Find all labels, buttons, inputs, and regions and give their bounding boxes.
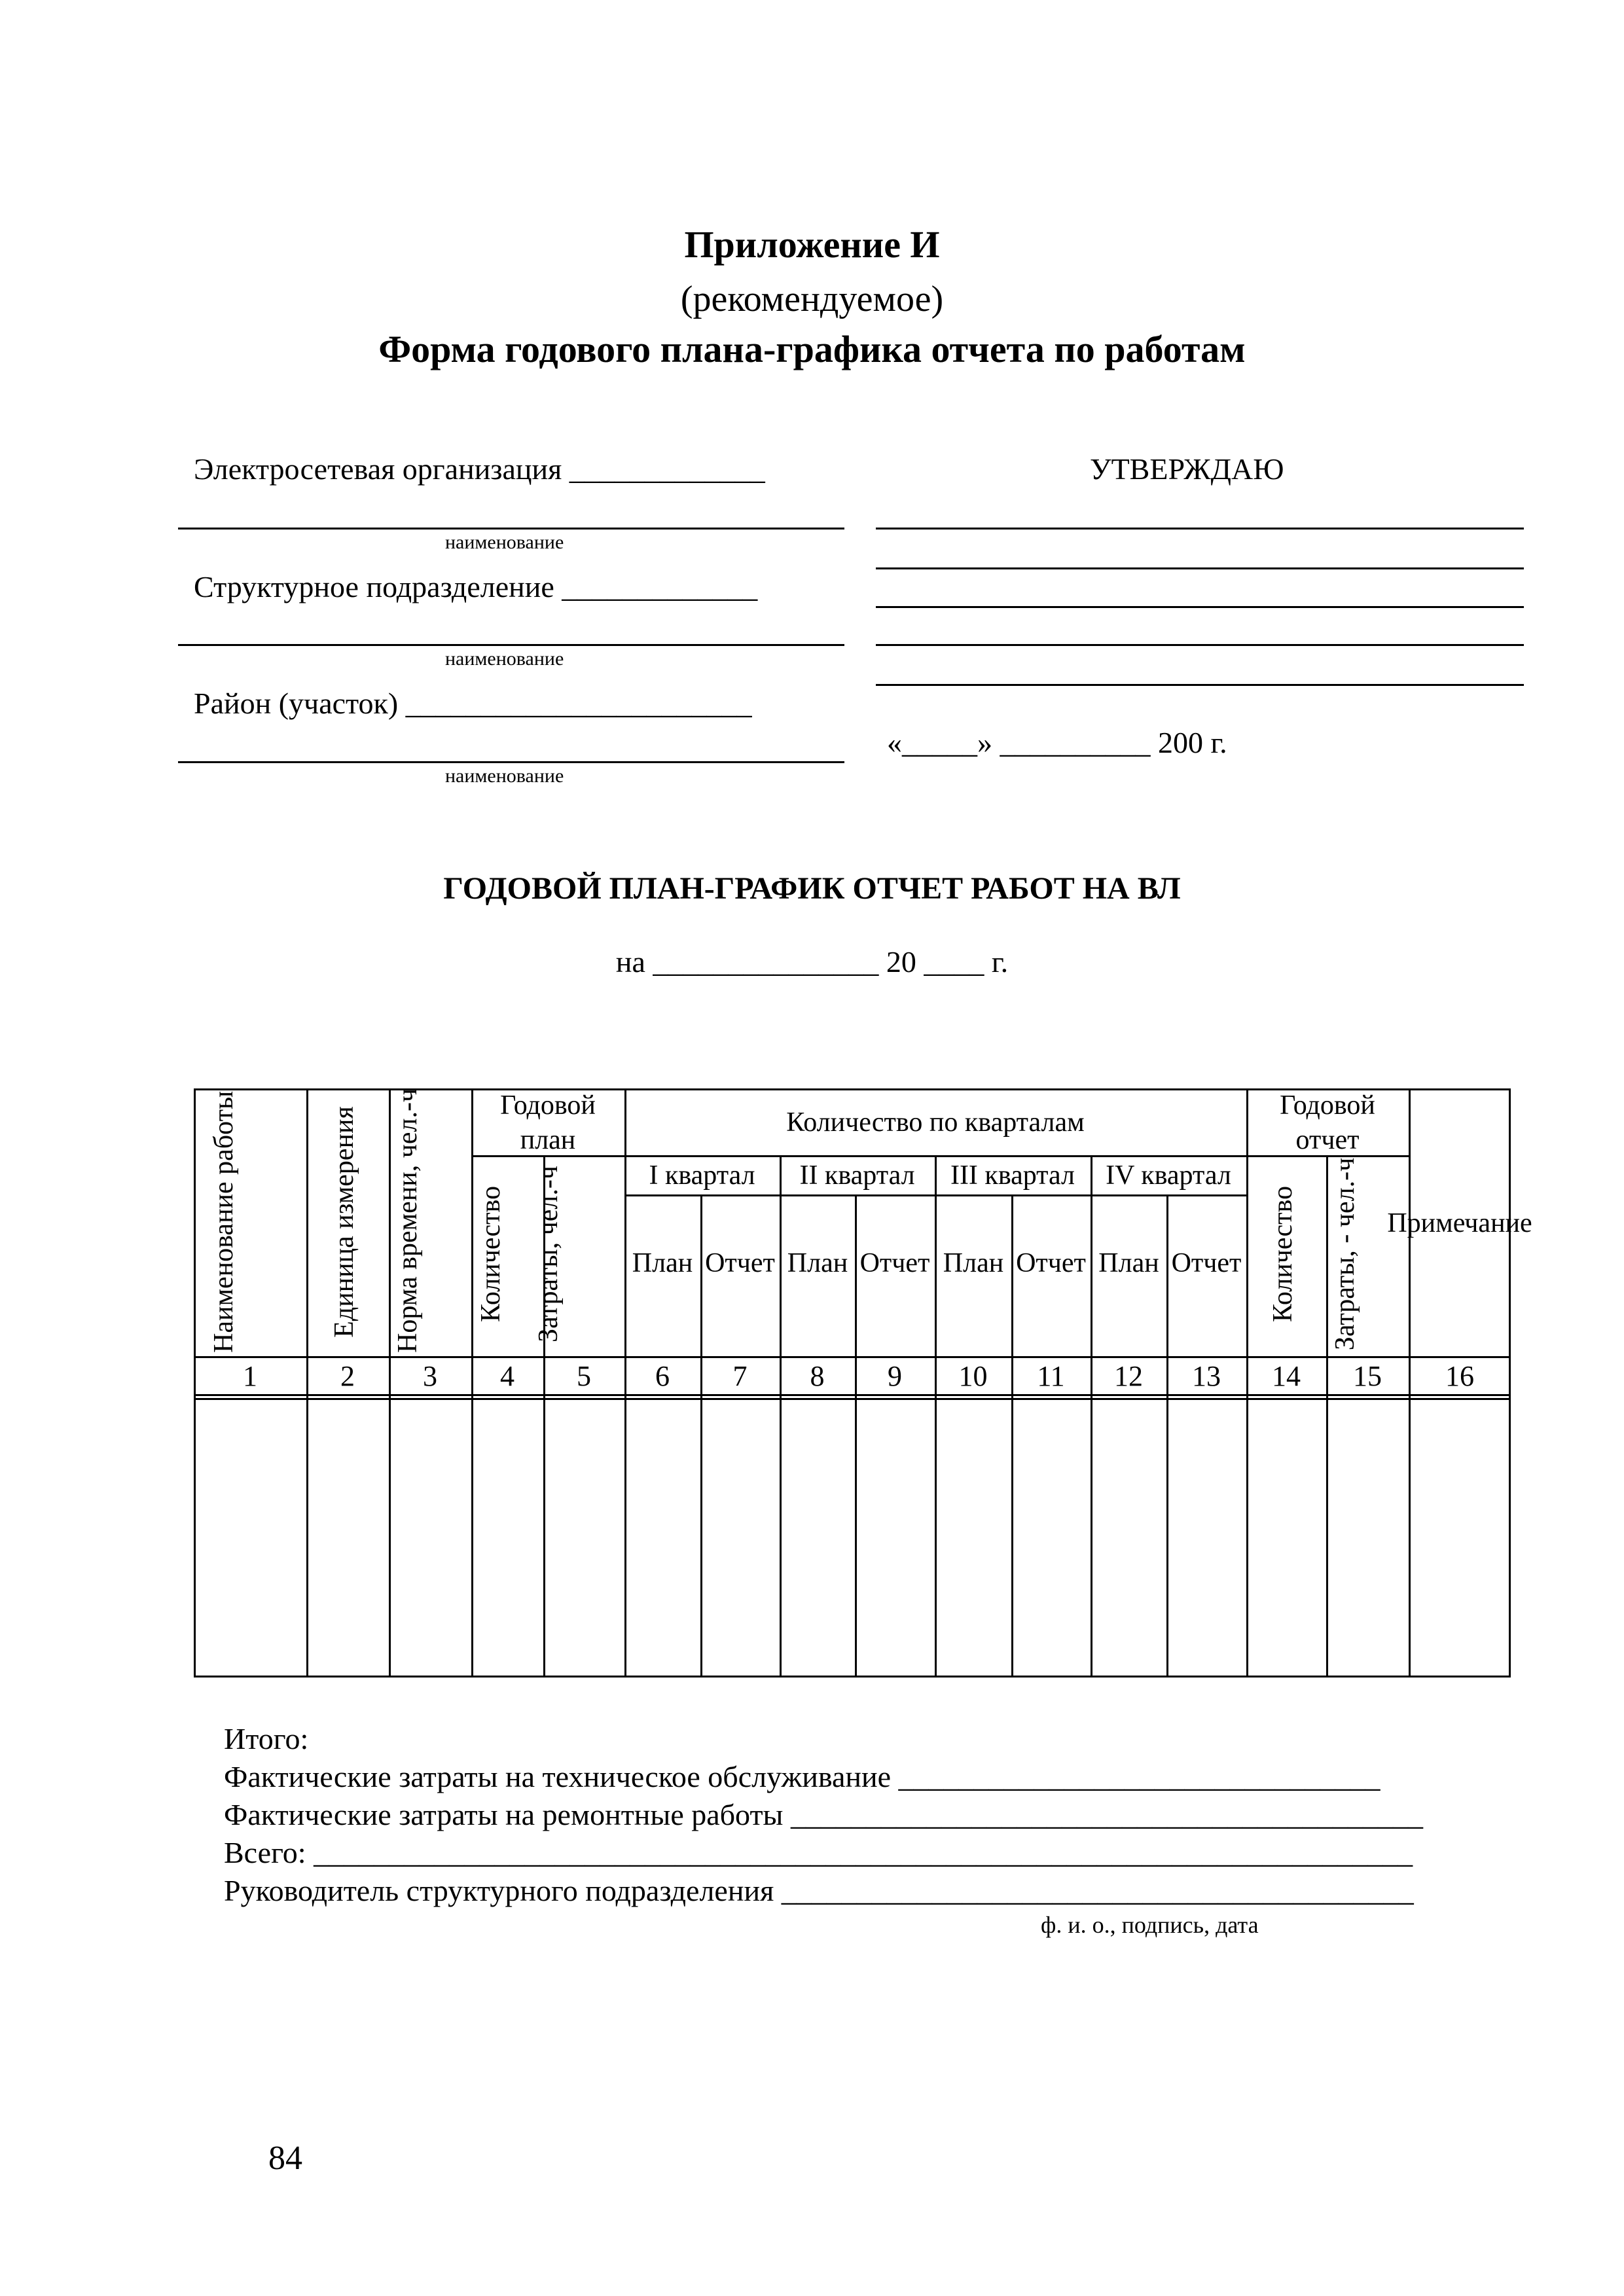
col-number-7: 7 [732, 1360, 748, 1392]
annual-plan-header: Годовой план [500, 1090, 596, 1155]
col-work-name-header: Наименование работы [209, 1090, 239, 1353]
hline-numbers-bottom-2 [194, 1398, 1511, 1400]
quarter-1-header: I квартал [649, 1160, 755, 1191]
org-caption: наименование [445, 531, 564, 553]
form-title: Форма годового плана-графика отчета по работам [378, 328, 1246, 370]
org-label: Электросетевая организация _____________ [194, 452, 765, 486]
col-norm-header: Норма времени, чел.-ч [393, 1088, 423, 1353]
footer-actual-repair: Фактические затраты на ремонтные работы __________________________________________ [224, 1798, 1423, 1831]
col-plan-qty-header: Количество [476, 1185, 506, 1323]
col-number-4: 4 [500, 1360, 514, 1392]
quarters-header: Количество по кварталам [786, 1107, 1085, 1138]
q4-plan-header: План [1098, 1247, 1159, 1278]
approve-date: «_____» __________ 200 г. [887, 726, 1227, 759]
appendix-title: Приложение И [684, 223, 940, 266]
approve-line-3 [876, 606, 1524, 608]
q1-report-header: Отчет [705, 1247, 775, 1278]
approve-label: УТВЕРЖДАЮ [1090, 452, 1284, 486]
q4-report-header: Отчет [1171, 1247, 1242, 1278]
q1-plan-header: План [632, 1247, 693, 1278]
col-number-13: 13 [1192, 1360, 1221, 1392]
district-underline [178, 761, 844, 763]
col-unit-header: Единица измерения [329, 1106, 359, 1338]
division-label: Структурное подразделение _____________ [194, 570, 758, 603]
col-number-9: 9 [888, 1360, 902, 1392]
col-number-11: 11 [1037, 1360, 1065, 1392]
district-label: Район (участок) _______________________ [194, 687, 752, 720]
quarter-4-header: IV квартал [1106, 1160, 1231, 1191]
annual-report-header: Годовой отчет [1280, 1090, 1375, 1155]
org-underline [178, 528, 844, 529]
col-number-1: 1 [243, 1360, 257, 1392]
schedule-year-line: на _______________ 20 ____ г. [615, 945, 1009, 978]
q3-report-header: Отчет [1016, 1247, 1086, 1278]
col-report-qty-header: Количество [1268, 1185, 1298, 1323]
q2-report-header: Отчет [859, 1247, 930, 1278]
col-number-15: 15 [1353, 1360, 1382, 1392]
division-caption: наименование [445, 648, 564, 670]
division-underline [178, 644, 844, 646]
footer-total: Итого: [224, 1722, 309, 1755]
col-number-16: 16 [1445, 1360, 1474, 1392]
approve-line-1 [876, 528, 1524, 529]
q3-plan-header: План [943, 1247, 1004, 1278]
approve-line-5 [876, 684, 1524, 686]
col-number-5: 5 [577, 1360, 591, 1392]
page-number: 84 [268, 2140, 302, 2177]
footer-signature-caption: ф. и. о., подпись, дата [1041, 1912, 1259, 1938]
col-number-2: 2 [340, 1360, 355, 1392]
q2-plan-header: План [787, 1247, 848, 1278]
appendix-status: (рекомендуемое) [680, 279, 944, 319]
schedule-title: ГОДОВОЙ ПЛАН-ГРАФИК ОТЧЕТ РАБОТ НА ВЛ [443, 871, 1181, 906]
col-number-8: 8 [810, 1360, 825, 1392]
col-number-12: 12 [1114, 1360, 1143, 1392]
approve-line-4 [876, 644, 1524, 646]
col-plan-cost-header: Затраты, чел.-ч [533, 1166, 564, 1342]
col-number-3: 3 [423, 1360, 437, 1392]
approve-line-2 [876, 567, 1524, 569]
col-number-10: 10 [958, 1360, 988, 1392]
quarter-2-header: II квартал [799, 1160, 915, 1191]
col-report-cost-header: Затраты, - чел.-ч [1330, 1157, 1360, 1351]
note-header: Примечание [1387, 1208, 1532, 1238]
quarter-3-header: III квартал [950, 1160, 1075, 1191]
vline-15 [1326, 1155, 1328, 1677]
district-caption: наименование [445, 765, 564, 787]
col-number-14: 14 [1272, 1360, 1301, 1392]
footer-head-signature: Руководитель структурного подразделения __________________________________________ [224, 1874, 1414, 1907]
footer-grand-total: Всего: _________________________________________________________________________ [224, 1836, 1413, 1869]
footer-actual-maintenance: Фактические затраты на техническое обслуживание ________________________________ [224, 1760, 1380, 1793]
col-number-6: 6 [655, 1360, 670, 1392]
